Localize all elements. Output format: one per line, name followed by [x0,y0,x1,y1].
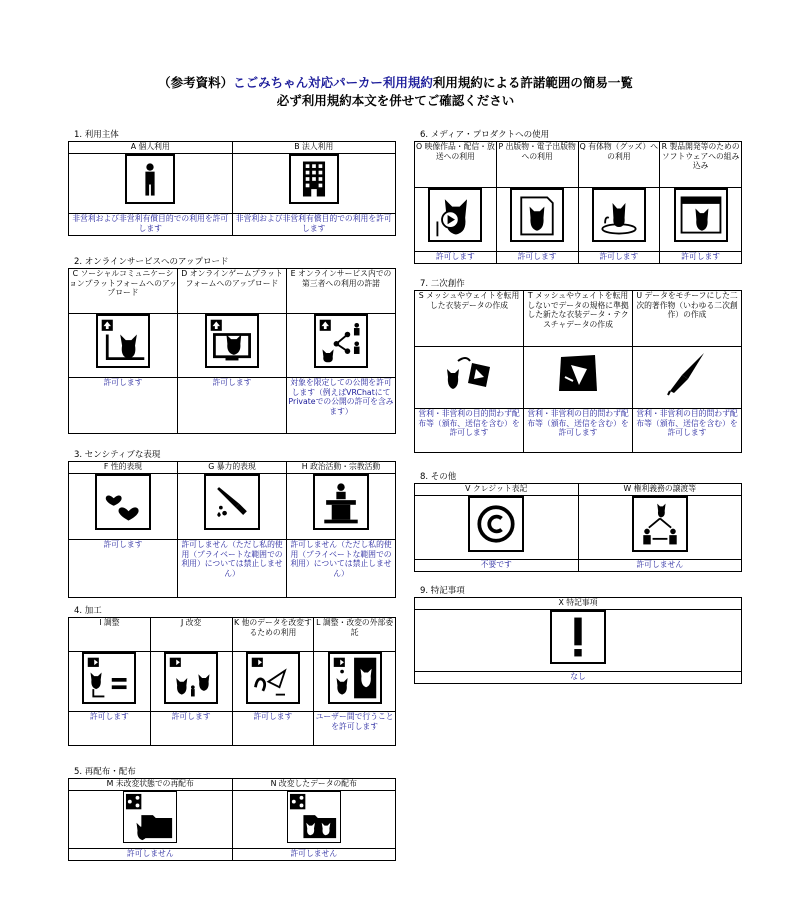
section-8 [414,472,742,572]
section-title: 8. その他 [420,472,457,482]
section-title: 6. メディア・プロダクトへの使用 [420,130,550,140]
column-footer: 許可します [69,712,151,746]
column-footer: 許可します [69,540,178,598]
column-header: H 政治活動・宗教活動 [287,462,396,474]
goods-icon [592,188,646,242]
column-footer: ユーザー間で行うことを許可します [314,712,396,746]
column-footer: 許可しません [578,560,742,572]
column-header: L 調整・改変の外部委託 [314,618,396,652]
building-icon [289,154,339,204]
clothing-mesh-icon [442,347,496,399]
section-3 [68,450,396,598]
column-header: K 他のデータを改変するための利用 [232,618,314,652]
section-title: 1. 利用主体 [74,130,119,140]
podium-icon [313,474,369,530]
column-footer: 許可します [660,252,742,264]
upload-social-icon [96,314,150,368]
section-title: 9. 特記事項 [420,586,465,596]
column-footer: 非営利および非営利有償目的での利用を許可します [69,214,233,236]
column-header: V クレジット表記 [415,484,579,496]
column-header: J 改変 [150,618,232,652]
exclamation-icon [550,610,606,664]
column-header: C ソーシャルコミュニケーションプラットフォームへのアップロード [69,269,178,314]
column-header: O 映像作品・配信・放送への利用 [415,142,497,188]
section-9 [414,586,742,684]
reuse-data-icon [246,652,300,704]
upload-game-icon [205,314,259,368]
distribute-modified-icon [287,791,341,843]
column-header: P 出版物・電子出版物への利用 [496,142,578,188]
column-header: F 性的表現 [69,462,178,474]
column-footer: 非営利および非営利有償目的での利用を許可します [232,214,396,236]
column-footer: 許可します [150,712,232,746]
column-footer: 許可します [496,252,578,264]
column-footer: 許可しません（ただし私的使用（プライベートな範囲での利用）については禁止しません） [178,540,287,598]
knife-icon [204,474,260,530]
section-5 [68,767,396,861]
modify-icon [164,652,218,704]
software-icon [674,188,728,242]
column-footer: 許可しません [232,849,396,861]
title-brand: こごみちゃん対応パーカー利用規約 [233,75,433,90]
adjust-icon [82,652,136,704]
column-footer: 営利・非営利の目的問わず配布等（頒布、送信を含む）を許可します [415,409,524,453]
column-footer: 許可します [232,712,314,746]
column-header: S メッシュやウェイトを転用した衣装データの作成 [415,291,524,347]
copyright-icon [468,496,524,552]
column-header: W 権利義務の譲渡等 [578,484,742,496]
new-clothing-icon [551,347,605,399]
column-header: N 改変したデータの配布 [232,779,396,791]
column-footer: 営利・非営利の目的問わず配布等（頒布、送信を含む）を許可します [633,409,742,453]
column-footer: なし [415,672,742,684]
person-icon [125,154,175,204]
redistribute-icon [123,791,177,843]
section-title: 5. 再配布・配布 [74,767,136,777]
column-footer: 対象を限定しての公開を許可します（例えばVRChatにてPrivateでの公開の許可を含みます） [287,378,396,434]
column-footer: 不要です [415,560,579,572]
section-6 [414,130,742,264]
column-footer: 許可しません [69,849,233,861]
column-footer: 営利・非営利の目的問わず配布等（頒布、送信を含む）を許可します [524,409,633,453]
section-title: 7. 二次創作 [420,279,465,289]
section-2 [68,257,396,434]
column-header: R 製品開発等のためのソフトウェアへの組み込み [660,142,742,188]
column-header: B 法人利用 [232,142,396,154]
publication-icon [510,188,564,242]
section-title: 4. 加工 [74,606,102,616]
column-header: I 調整 [69,618,151,652]
column-header: A 個人利用 [69,142,233,154]
pen-icon [660,347,714,399]
column-header: E オンラインサービス内での第三者への利用の許諾 [287,269,396,314]
column-header: D オンラインゲームプラットフォームへのアップロード [178,269,287,314]
section-title: 3. センシティブな表現 [74,450,161,460]
section-4 [68,606,396,746]
column-header: T メッシュやウェイトを転用しないでデータの規格に準拠した新たな衣装データ・テクスチャデータの作成 [524,291,633,347]
outsource-icon [328,652,382,704]
transfer-rights-icon [632,496,688,552]
section-1 [68,130,396,236]
share-third-party-icon [314,314,368,368]
video-icon [428,188,482,242]
section-title: 2. オンラインサービスへのアップロード [74,257,229,267]
column-footer: 許可します [415,252,497,264]
column-header: U データをモチーフにした二次的著作物（いわゆる二次創作）の作成 [633,291,742,347]
column-header: M 未改変状態での再配布 [69,779,233,791]
column-header: Q 有体物（グッズ）への利用 [578,142,660,188]
page-title: （参考資料）こごみちゃん対応パーカー利用規約利用規約による許諾範囲の簡易一覧 [158,75,633,90]
column-header: X 特記事項 [415,598,742,610]
column-footer: 許可しません（ただし私的使用（プライベートな範囲での利用）については禁止しません） [287,540,396,598]
column-footer: 許可します [578,252,660,264]
column-header: G 暴力的表現 [178,462,287,474]
column-footer: 許可します [69,378,178,434]
page-subtitle: 必ず利用規約本文を併せてご確認ください [276,93,515,108]
section-7 [414,279,742,453]
column-footer: 許可します [178,378,287,434]
hearts-icon [95,474,151,530]
